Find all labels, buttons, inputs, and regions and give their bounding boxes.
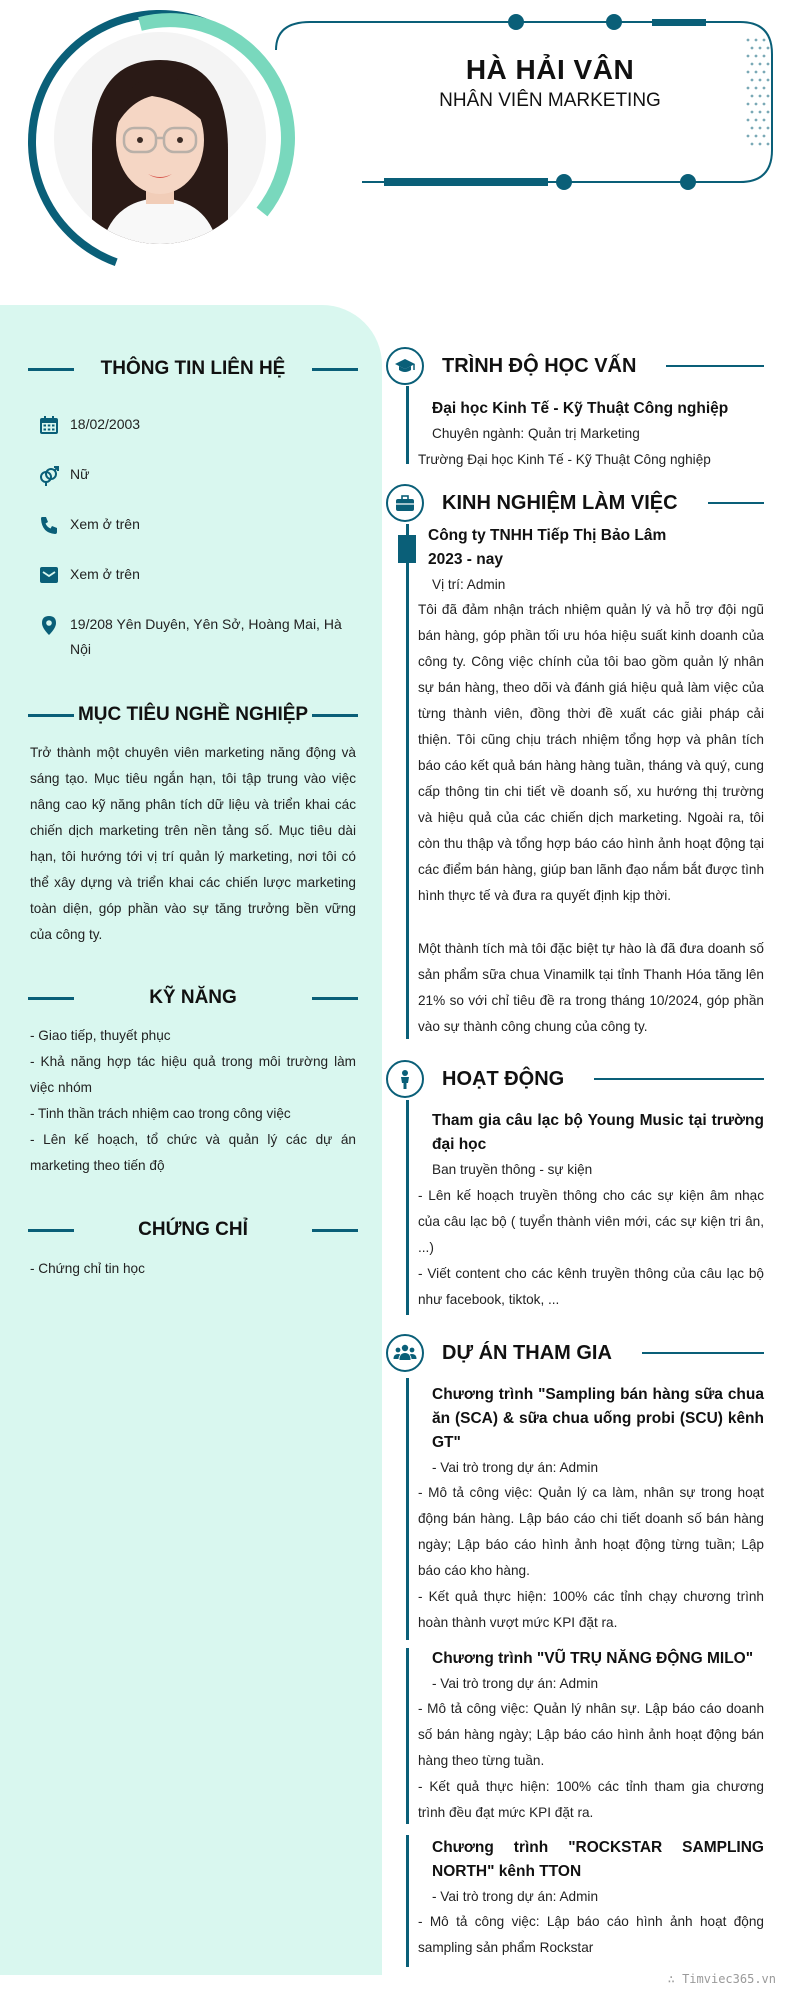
contact-section-title xyxy=(28,358,358,380)
project-result: - Kết quả thực hiện: 100% các tỉnh chạy chương trình hoàn thành vượt mức KPI đặt ra. xyxy=(418,1589,764,1630)
candidate-name: HÀ HẢI VÂN xyxy=(465,54,635,85)
project-role: - Vai trò trong dự án: Admin xyxy=(432,1676,599,1691)
project-name: Chương trình "VŨ TRỤ NĂNG ĐỘNG MILO" xyxy=(432,1650,754,1667)
divider xyxy=(28,1229,74,1232)
graduation-cap-icon xyxy=(386,347,424,385)
divider xyxy=(594,1078,764,1081)
education-section-header xyxy=(386,346,764,386)
project-name: Chương trình "ROCKSTAR SAMPLING NORTH" kênh TTON xyxy=(432,1839,764,1880)
email-text: Xem ở trên xyxy=(70,566,140,582)
list-item: - Giao tiếp, thuyết phục xyxy=(30,1028,171,1043)
education-school: Trường Đại học Kinh Tế - Kỹ Thuật Công nghiệp xyxy=(418,452,711,467)
objective-section-title xyxy=(28,704,358,726)
activities-title: HOẠT ĐỘNG xyxy=(442,1067,565,1090)
activity-item: - Lên kế hoạch truyền thông cho các sự kiện âm nhạc của câu lạc bộ ( tuyển thành viên mới, các sự kiện tri ân, ...) xyxy=(418,1188,764,1255)
project-result: - Kết quả thực hiện: 100% các tỉnh tham gia chương trình đều đạt mức KPI đặt ra. xyxy=(418,1779,764,1820)
activity-item: - Viết content cho các kênh truyền thông của câu lạc bộ như facebook, tiktok, ... xyxy=(418,1266,764,1307)
skills-section-title xyxy=(28,987,358,1009)
contact-item-address xyxy=(38,612,348,662)
skills-title: KỸ NĂNG xyxy=(149,987,237,1008)
education-school-title: Đại học Kinh Tế - Kỹ Thuật Công nghiệp xyxy=(432,400,729,417)
experience-section-header xyxy=(386,483,764,523)
education-title: TRÌNH ĐỘ HỌC VẤN xyxy=(442,354,637,377)
objective-text: Trở thành một chuyên viên marketing năng động và sáng tạo. Mục tiêu ngắn hạn, tôi tập trung vào việc nâng cao kỹ năng phân tích dữ liệu và triển khai các chiến dịch marketing trên nền tảng số. Mục tiêu dài hạn, tôi hướng tới vị trí quản lý marketing, nơi tôi có thể xây dựng và triển khai các chiến lược marketing toàn diện, góp phần vào sự tăng trưởng bền vững của công ty. xyxy=(30,745,356,942)
divider xyxy=(666,365,764,368)
contact-item-phone xyxy=(38,512,348,537)
experience-description: Tôi đã đảm nhận trách nhiệm quản lý và hỗ trợ đội ngũ bán hàng, góp phần tối ưu hóa hiệu suất kinh doanh của công ty. Công việc chính của tôi bao gồm quản lý nhân sự bán hàng, theo dõi và đánh giá hiệu quả làm việc của từng thành viên, đồng thời đề xuất các giải pháp cải thiện. Tôi cũng chịu trách nhiệm tổng hợp và phân tích báo cáo kết quả bán hàng hàng tuần, tháng và quý, cung cấp thông tin chi tiết về doanh số, xu hướng thị trường và hiệu quả của các chiến dịch marketing. Ngoài ra, tôi còn thu thập và tổng hợp báo cáo hình ảnh hoạt động tại các điểm bán hàng, giúp ban lãnh đạo nắm bắt được tình hình thực tế và đưa ra quyết định kịp thời. xyxy=(418,602,765,903)
divider xyxy=(28,714,74,717)
project-description: - Mô tả công việc: Quản lý nhân sự. Lập báo cáo doanh số bán hàng ngày; Lập báo cáo hình ảnh hoạt động bán hàng theo từng tuần. xyxy=(418,1701,764,1768)
list-item: - Chứng chỉ tin học xyxy=(30,1261,145,1276)
activity-role: Ban truyền thông - sự kiện xyxy=(432,1162,593,1177)
timeline-line xyxy=(406,1378,409,1640)
projects-section-header xyxy=(386,1333,764,1373)
project-description: - Mô tả công việc: Quản lý ca làm, nhân sự trong hoạt động bán hàng. Lập báo cáo chi tiết doanh số bán hàng ngày; Lập báo cáo hình ảnh hoạt động từng tuần; Lập báo cáo kho hàng. xyxy=(418,1485,764,1578)
experience-title: KINH NGHIỆM LÀM VIỆC xyxy=(442,491,678,514)
timeline-marker xyxy=(398,535,416,563)
candidate-role: NHÂN VIÊN MARKETING xyxy=(439,90,661,111)
projects-title: DỰ ÁN THAM GIA xyxy=(442,1341,612,1364)
contact-item-email xyxy=(38,562,348,587)
list-item: - Khả năng hợp tác hiệu quả trong môi trường làm việc nhóm xyxy=(30,1054,356,1095)
experience-company: Công ty TNHH Tiếp Thị Bảo Lâm xyxy=(428,527,667,544)
calendar-icon xyxy=(38,414,60,436)
certificates-title: CHỨNG CHỈ xyxy=(138,1219,248,1240)
skills-list xyxy=(30,1023,356,1179)
timeline-line xyxy=(406,386,409,464)
divider xyxy=(28,368,74,371)
divider xyxy=(708,502,764,505)
divider xyxy=(642,1352,764,1355)
briefcase-icon xyxy=(386,484,424,522)
email-icon xyxy=(38,564,60,586)
location-pin-icon xyxy=(38,614,60,636)
contact-item-birthday xyxy=(38,412,348,437)
experience-period: 2023 - nay xyxy=(428,551,503,568)
group-icon xyxy=(386,1334,424,1372)
birthday-text: 18/02/2003 xyxy=(70,416,141,432)
certificates-section-title xyxy=(28,1219,358,1241)
divider xyxy=(312,714,358,717)
project-role: - Vai trò trong dự án: Admin xyxy=(432,1460,599,1475)
gender-icon xyxy=(38,464,60,486)
brand-icon: ∴ xyxy=(667,1972,683,1986)
activity-club: Tham gia câu lạc bộ Young Music tại trường đại học xyxy=(432,1112,764,1153)
timeline-line xyxy=(406,524,409,1039)
divider xyxy=(312,1229,358,1232)
list-item: - Tinh thần trách nhiệm cao trong công việc xyxy=(30,1106,291,1121)
divider xyxy=(312,997,358,1000)
timeline-line xyxy=(406,1835,409,1967)
objective-title: MỤC TIÊU NGHỀ NGHIỆP xyxy=(77,704,309,725)
footer-brand xyxy=(668,1972,776,1986)
certificates-list xyxy=(30,1256,356,1282)
phone-icon xyxy=(38,514,60,536)
avatar xyxy=(52,30,268,246)
gender-text: Nữ xyxy=(70,466,90,482)
address-text: 19/208 Yên Duyên, Yên Sở, Hoàng Mai, Hà Nội xyxy=(70,616,342,657)
divider xyxy=(312,368,358,371)
experience-position: Vị trí: Admin xyxy=(432,577,506,592)
experience-achievement: Một thành tích mà tôi đặc biệt tự hào là đã đưa doanh số sản phẩm sữa chua Vinamilk tại tỉnh Thanh Hóa tăng lên 21% so với chỉ tiêu đề ra trong tháng 10/2024, góp phần vào sự thành công chung của công ty. xyxy=(418,941,764,1034)
project-role: - Vai trò trong dự án: Admin xyxy=(432,1889,599,1904)
list-item: - Lên kế hoạch, tổ chức và quản lý các dự án marketing theo tiến độ xyxy=(30,1132,356,1173)
contact-title: THÔNG TIN LIÊN HỆ xyxy=(100,358,286,379)
brand-text: Timviec365.vn xyxy=(682,1972,776,1986)
project-name: Chương trình "Sampling bán hàng sữa chua ăn (SCA) & sữa chua uống probi (SCU) kênh GT" xyxy=(432,1386,764,1451)
education-major: Chuyên ngành: Quản trị Marketing xyxy=(432,426,640,441)
project-description: - Mô tả công việc: Lập báo cáo hình ảnh hoạt động sampling sản phẩm Rockstar xyxy=(418,1914,764,1955)
person-icon xyxy=(386,1060,424,1098)
phone-text: Xem ở trên xyxy=(70,516,140,532)
activities-section-header xyxy=(386,1059,764,1099)
contact-item-gender xyxy=(38,462,348,487)
timeline-line xyxy=(406,1100,409,1315)
divider xyxy=(28,997,74,1000)
timeline-line xyxy=(406,1648,409,1824)
